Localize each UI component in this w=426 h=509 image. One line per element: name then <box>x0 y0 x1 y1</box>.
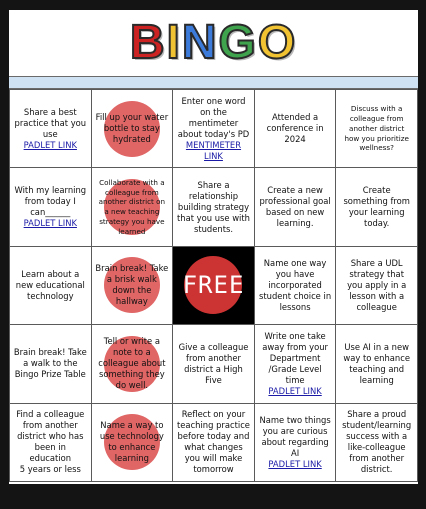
cell-tell-or-write-note[interactable] <box>92 325 174 403</box>
cell-text <box>174 180 253 235</box>
cell-text-line: away from your <box>262 341 328 352</box>
cell-text-line: success with a <box>346 431 408 442</box>
cell-enter-one-word[interactable] <box>173 90 255 168</box>
cell-text-line: learning <box>114 453 149 464</box>
cell-udl-strategy[interactable] <box>336 247 418 325</box>
cell-text-line: colleague <box>356 301 397 312</box>
cell-text-line: hallway <box>115 296 148 307</box>
cell-text-line: practice that you <box>14 117 87 128</box>
cell-text-line: learning <box>359 374 394 385</box>
cell-student-choice[interactable] <box>255 247 337 325</box>
cell-text-line: you apply in a <box>347 279 407 290</box>
cell-text-line: Share a proud <box>347 409 407 420</box>
cell-text-line: can______ <box>30 207 71 218</box>
cell-text-line: students. <box>193 223 234 234</box>
cell-free[interactable] <box>173 247 255 325</box>
cell-text <box>256 185 333 229</box>
cell-text-line: mentimeter <box>188 117 239 128</box>
cell-text-line: lessons <box>279 301 311 312</box>
cell-text-line: district. <box>360 464 393 475</box>
cell-text-line: Five <box>205 374 222 385</box>
cell-text <box>173 96 254 162</box>
cell-text-line: Department <box>269 352 321 363</box>
cell-text-line: student choice in <box>259 290 332 301</box>
cell-text-line: teaching and <box>349 363 405 374</box>
cell-attended-conference[interactable] <box>255 90 337 168</box>
cell-text-line: use technology <box>99 431 164 442</box>
header-bar <box>9 76 418 89</box>
cell-text-line: incorporated <box>268 279 322 290</box>
cell-text-line: Collaborate with a <box>99 177 165 187</box>
cell-text <box>174 409 253 475</box>
cell-text <box>12 107 90 151</box>
cell-text-line: a walk to the <box>23 358 78 369</box>
cell-text <box>11 347 90 380</box>
free-label: FREE <box>182 271 245 300</box>
cell-find-colleague[interactable] <box>10 404 92 482</box>
cell-text <box>93 112 172 145</box>
cell-text-line: Create a new <box>267 185 323 196</box>
cell-text-line: professional goal <box>259 196 331 207</box>
cell-text-line: what changes <box>184 442 243 453</box>
cell-text-line: 2024 <box>284 134 306 145</box>
cell-text-line: learned <box>118 226 146 236</box>
cell-text-line: way to enhance <box>343 352 410 363</box>
cell-text-line: Name one way <box>263 257 327 268</box>
cell-text-line: colleague from <box>105 187 159 197</box>
cell-text-line: down the <box>112 285 152 296</box>
cell-text-line: you will make <box>184 453 243 464</box>
cell-enhance-learning[interactable] <box>92 404 174 482</box>
cell-text-line: you have <box>275 268 315 279</box>
cell-text-line: student/learning <box>342 420 412 431</box>
cell-text-line: tomorrow <box>193 464 234 475</box>
cell-text-line: bottle to stay <box>103 123 160 134</box>
cell-text-line: another district <box>349 123 405 133</box>
cell-text-line: something they <box>99 369 165 380</box>
cell-text <box>176 342 252 386</box>
cell-text-line: how you prioritize <box>344 133 409 143</box>
cell-text-line: district who has <box>17 431 84 442</box>
cell-text <box>256 415 333 470</box>
cell-text-line: something from <box>343 196 410 207</box>
cell-text-line: Give a colleague <box>178 341 249 352</box>
cell-text-line: like-colleague <box>347 442 406 453</box>
title-letter: I <box>166 16 182 69</box>
cell-create-something[interactable] <box>336 168 418 246</box>
cell-text-line: use <box>42 128 58 139</box>
cell-text-line: district a High <box>184 363 243 374</box>
cell-text-line: 5 years or less <box>19 464 81 475</box>
cell-text-line: Attended a <box>271 112 319 123</box>
cell-text-line: With my learning <box>14 185 87 196</box>
cell-text-line: a brisk walk <box>106 274 157 285</box>
cell-link[interactable]: PADLET LINK <box>23 139 77 150</box>
cell-text-line: Discuss with a <box>350 104 403 114</box>
cell-text <box>344 258 409 313</box>
cell-text-line: strategy that <box>349 268 404 279</box>
cell-text <box>96 178 168 237</box>
cell-text-line: note to a <box>113 347 151 358</box>
cell-link[interactable]: PADLET LINK <box>268 385 322 396</box>
cell-text-line: teaching practice <box>177 420 250 431</box>
cell-text-line: on the <box>200 106 227 117</box>
cell-text-line: Enter one word <box>181 95 246 106</box>
cell-text-line: today. <box>364 218 390 229</box>
cell-professional-goal[interactable] <box>255 168 337 246</box>
cell-text-line: colleague from <box>349 114 404 123</box>
cell-text-line: Brain break! Take <box>13 347 87 358</box>
cell-text-line: colleague about <box>98 358 166 369</box>
cell-text-line: new educational <box>15 279 85 290</box>
cell-text-line: that you use with <box>177 212 250 223</box>
cell-collaborate-strategy[interactable] <box>92 168 174 246</box>
cell-text <box>97 420 167 464</box>
cell-text-line: about regarding <box>261 436 329 447</box>
cell-text-line: Share a <box>197 179 230 190</box>
cell-link[interactable]: PADLET LINK <box>268 458 322 469</box>
cell-text-line: Write one take <box>264 330 326 341</box>
cell-text-line: from another <box>349 453 405 464</box>
cell-text-line: do well. <box>115 380 149 391</box>
cell-text-line: strategy you have <box>99 216 165 226</box>
cell-text-line: conference in <box>266 123 324 134</box>
cell-text-line: wellness? <box>359 143 394 153</box>
title-letter: B <box>129 16 167 69</box>
cell-text <box>11 185 89 229</box>
cell-text <box>341 104 411 153</box>
cell-text-line: your learning <box>348 207 405 218</box>
cell-text <box>10 409 91 475</box>
cell-text-line: Name a way to <box>100 420 164 431</box>
cell-text-line: Find a colleague <box>16 409 85 420</box>
title-letter: G <box>218 16 258 69</box>
cell-text-line: before today and <box>177 431 250 442</box>
cell-with-my-learning[interactable] <box>10 168 92 246</box>
cell-text-line: Fill up your water <box>95 112 169 123</box>
cell-text-line: relationship <box>188 190 239 201</box>
cell-prize-table[interactable] <box>10 325 92 403</box>
cell-text-line: Create <box>362 185 391 196</box>
cell-high-five[interactable] <box>173 325 255 403</box>
cell-text-line: based on new <box>265 207 325 218</box>
cell-text-line: another district on <box>98 197 166 207</box>
cell-text-line: learning. <box>276 218 314 229</box>
cell-text-line: you are curious <box>262 425 328 436</box>
cell-text <box>92 263 171 307</box>
title-letter: O <box>257 16 298 69</box>
cell-text-line: AI <box>290 447 300 458</box>
cell-text <box>264 112 327 145</box>
cell-relationship-strategy[interactable] <box>173 168 255 246</box>
bingo-grid <box>9 89 418 482</box>
title-letter: N <box>181 16 219 69</box>
cell-text <box>340 342 413 386</box>
cell-text-line: building strategy <box>177 201 250 212</box>
cell-text <box>340 185 413 229</box>
bingo-title <box>9 10 418 76</box>
cell-fill-water-bottle[interactable] <box>92 90 174 168</box>
cell-text <box>255 331 336 397</box>
cell-text-line: /Grade Level time <box>268 363 322 385</box>
bingo-card <box>9 10 418 484</box>
cell-reflect-practice[interactable] <box>173 404 255 482</box>
cell-use-ai[interactable] <box>336 325 418 403</box>
cell-text-line: Tell or write a <box>103 336 161 347</box>
cell-text-line: from today I <box>24 196 76 207</box>
cell-text-line: Share a UDL <box>350 257 403 268</box>
cell-one-take-away[interactable] <box>255 325 337 403</box>
cell-text-line: technology <box>27 290 74 301</box>
cell-text-line: Use AI in a new <box>344 341 409 352</box>
cell-text-line: from another <box>22 420 78 431</box>
cell-link[interactable]: MENTIMETER LINK <box>185 139 242 161</box>
cell-link[interactable]: PADLET LINK <box>23 218 77 229</box>
cell-text <box>256 258 334 313</box>
cell-text-line: Reflect on your <box>181 409 246 420</box>
cell-brain-break-walk[interactable] <box>92 247 174 325</box>
cell-text <box>13 269 88 302</box>
cell-text-line: hydrated <box>112 134 151 145</box>
cell-text-line: Bingo Prize Table <box>14 369 86 380</box>
cell-share-best-practice[interactable] <box>10 90 92 168</box>
cell-text-line: from another <box>186 352 241 363</box>
cell-text-line: about today's PD <box>177 128 250 139</box>
cell-text <box>339 409 414 475</box>
cell-text-line: been in education <box>29 442 72 464</box>
cell-text <box>95 336 168 391</box>
cell-learn-about-tech[interactable] <box>10 247 92 325</box>
cell-text-line: Name two things <box>259 414 331 425</box>
cell-text-line: to enhance <box>108 442 156 453</box>
cell-share-success[interactable] <box>336 404 418 482</box>
cell-text-line: Brain break! Take <box>95 263 169 274</box>
cell-text-line: Learn about a <box>21 268 80 279</box>
cell-text-line: a new teaching <box>104 207 160 217</box>
cell-text-line: lesson with a <box>349 290 405 301</box>
cell-discuss-wellness[interactable] <box>336 90 418 168</box>
cell-text-line: Share a best <box>23 106 77 117</box>
cell-curious-about-ai[interactable] <box>255 404 337 482</box>
